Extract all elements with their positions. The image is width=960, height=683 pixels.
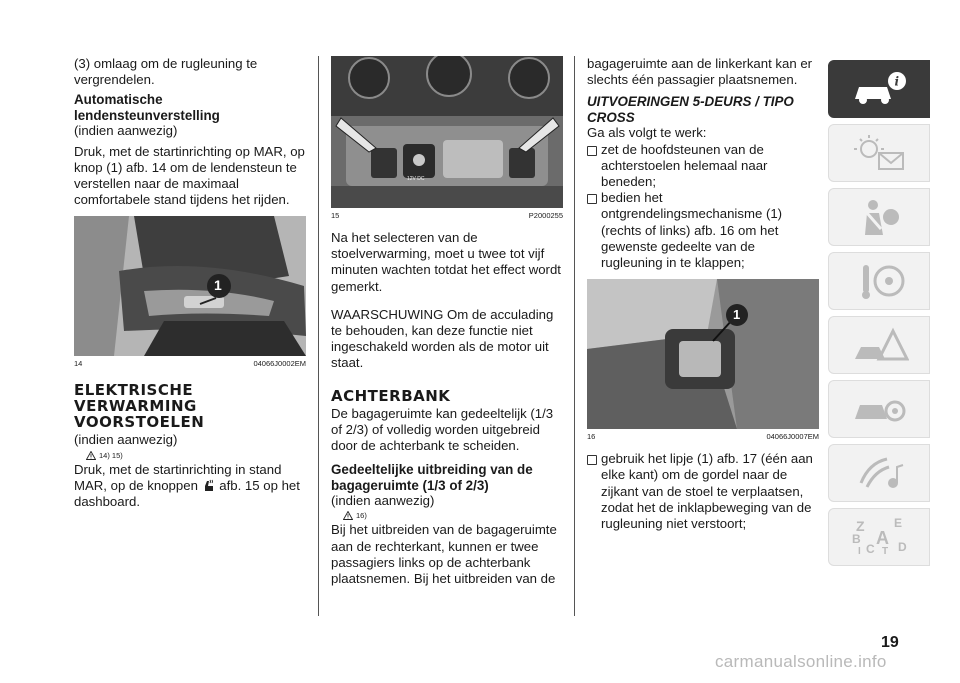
column-3 [587,56,819,532]
tab-starting-driving[interactable] [828,252,930,310]
lights-mail-icon [848,132,910,174]
svg-text:i: i [894,74,900,89]
column-divider [574,56,575,616]
paragraph: bagageruimte aan de linkerkant kan er slechts één passagier plaatsnemen. [587,56,813,88]
section-heading: Automatische lendensteunverstelling [74,92,220,123]
section-heading: UITVOERINGEN 5-DEURS / TIPO CROSS [587,94,794,125]
multimedia-icon [848,452,910,494]
figure-16 [587,279,819,441]
figure-caption [74,359,306,368]
figure-caption [331,211,563,220]
warning-numbers: 14) 15) [99,450,123,460]
index-letter: Z [856,518,865,534]
tab-maintenance[interactable] [828,380,930,438]
bullet-box-icon [587,455,597,465]
tab-index[interactable] [828,508,930,566]
column-1 [74,56,306,510]
tab-emergency[interactable] [828,316,930,374]
figure-15 [331,56,563,220]
warning-reference [86,451,306,460]
car-info-icon [848,68,910,110]
section-heading: Gedeeltelijke uitbreiding van de bagageruimte (1/3 of 2/3) [331,462,533,493]
warning-triangle-icon [86,451,96,460]
tab-safety[interactable] [828,188,930,246]
index-letter: C [866,542,875,556]
seat-photo [74,216,306,356]
bullet-box-icon [587,194,597,204]
bullet-box-icon [587,146,597,156]
figure-number: 15 [331,211,340,220]
figure-number: 16 [587,432,596,442]
index-letter: A [876,528,889,548]
warning-reference [343,511,563,520]
page-number: 19 [881,634,899,651]
list-item [587,190,819,271]
warning-triangle-icon [343,511,353,520]
list-item-text: zet de hoofdsteunen van de achterstoelen helemaal naar beneden; [601,141,768,190]
dashboard-photo [331,56,563,208]
optional-note: (indien aanwezig) [74,123,178,139]
rear-seat-photo [587,279,819,429]
paragraph: Druk, met de startinrichting op MAR, op knop (1) afb. 14 om de lendensteun te verstellen naar de maximaal comfortabele stand tijdens het rijden. [74,143,305,208]
seatbelt-airbag-icon [848,196,910,238]
list-item [587,451,819,532]
tab-car-info[interactable] [828,60,930,118]
column-divider [318,56,319,616]
paragraph: Bij het uitbreiden van de bagageruimte aan de rechterkant, kunnen er twee passagiers links op de achterbank plaatsnemen. Bij het uitbreiden van de [331,522,557,587]
index-letter: B [852,532,861,546]
list-item [587,142,819,191]
tab-lights-messages[interactable] [828,124,930,182]
paragraph: (3) omlaag om de rugleuning te vergrendelen. [74,56,258,88]
warning-paragraph: WAARSCHUWING Om de acculading te behouden, kan deze functie niet ingeschakeld worden als de motor uit staat. [331,306,554,371]
figure-14 [74,216,306,368]
chapter-heading: ACHTERBANK [331,386,451,405]
callout-1: 1 [214,277,222,294]
warning-breakdown-icon [848,324,910,366]
index-letter: E [894,516,903,530]
paragraph-text: afb. 15 op het dashboard. [74,477,300,510]
watermark[interactable]: carmanualsonline.info [715,652,887,671]
paragraph-text: Druk, met de startinrichting in stand MAR, op de knoppen [74,461,282,493]
index-letters-icon [848,516,910,558]
figure-code: 04066J0002EM [253,359,306,369]
paragraph: Ga als volgt te werk: [587,125,707,141]
optional-note: (indien aanwezig) [74,432,178,448]
callout-1: 1 [733,307,741,323]
figure-number: 14 [74,359,83,369]
list-item-text: gebruik het lipje (1) afb. 17 (één aan elke kant) om de gordel naar de zijkant van de stoel te verplaatsen, zodat het de inklapbeweging van de rugleuning niet verstoort; [601,451,813,532]
figure-code: 04066J0007EM [766,432,819,442]
figure-caption [587,432,819,441]
figure-code: P2000255 [528,211,563,220]
paragraph: Na het selecteren van de stoelverwarming, moet u twee tot vijf minuten wachten totdat het effect wordt gemerkt. [331,230,561,294]
tab-multimedia[interactable] [828,444,930,502]
warning-numbers: 16) [356,511,367,521]
index-letter: I [858,546,861,557]
chapter-tabs [828,60,928,572]
index-letter: T [882,546,889,557]
panel-label: 12V DC [407,176,425,182]
seat-heater-icon [202,479,216,493]
list-item-text: bedien het ontgrendelingsmechanisme (1) (rechts of links) afb. 16 om het gewenste gedeelte van de rugleuning in te klappen; [601,190,783,271]
chapter-heading: ELEKTRISCHE VERWARMING VOORSTOELEN [74,381,205,432]
paragraph: De bagageruimte kan gedeeltelijk (1/3 of 2/3) of volledig worden uitgebreid door de achterbank te scheiden. [331,405,554,454]
optional-note: (indien aanwezig) [331,493,435,509]
paragraph [74,462,306,511]
car-service-icon [848,388,910,430]
column-2 [331,56,563,587]
index-letter: D [898,540,907,554]
key-steering-icon [848,260,910,302]
